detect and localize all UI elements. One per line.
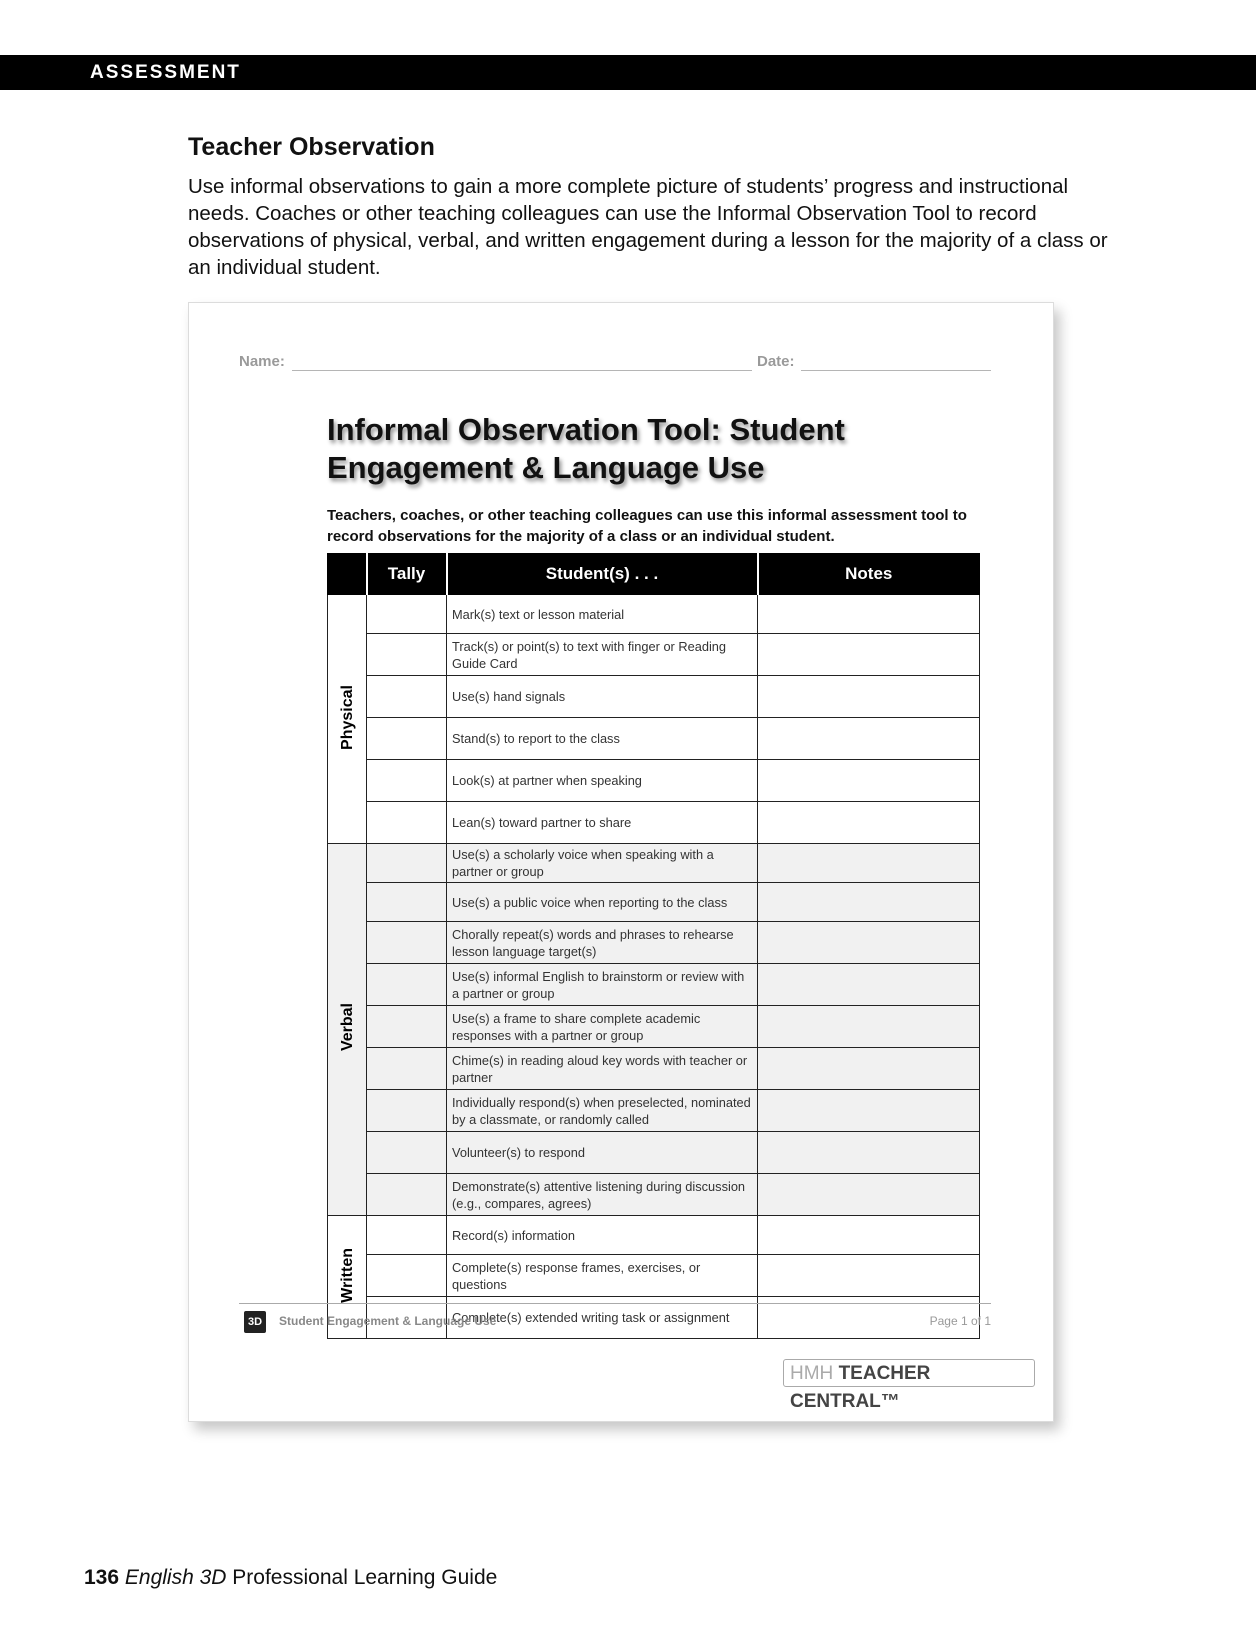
intro-paragraph: Use informal observations to gain a more complete picture of students’ progress and instructional needs. Coaches or other teaching colleagues can use the Informal Observation Tool to record observations of physical, verbal, and written engagement during a lesson for the majority of a class or an individual student.: [188, 175, 1108, 279]
section-title: Teacher Observation: [188, 133, 435, 161]
observation-form: [188, 302, 1054, 1422]
tally-cell[interactable]: [367, 922, 447, 964]
table-row: [328, 595, 980, 634]
notes-cell[interactable]: [758, 1174, 980, 1216]
table-row: [328, 1255, 980, 1297]
name-label: Name:: [239, 353, 285, 370]
notes-cell[interactable]: [758, 883, 980, 922]
behavior-cell: Use(s) a scholarly voice when speaking with a partner or group: [447, 844, 758, 883]
page-number: 136: [84, 1566, 120, 1589]
header-group: [328, 554, 367, 595]
notes-cell[interactable]: [758, 1006, 980, 1048]
section-banner: [0, 55, 1256, 90]
tally-cell[interactable]: [367, 760, 447, 802]
table-row: [328, 1006, 980, 1048]
tally-cell[interactable]: [367, 1090, 447, 1132]
name-line: [292, 370, 752, 371]
notes-cell[interactable]: [758, 634, 980, 676]
hmh-teacher-central-badge: [783, 1359, 1035, 1412]
behavior-cell: Use(s) a frame to share complete academic responses with a partner or group: [447, 1006, 758, 1048]
tally-cell[interactable]: [367, 964, 447, 1006]
behavior-cell: Complete(s) response frames, exercises, or questions: [447, 1255, 758, 1297]
table-row: [328, 1132, 980, 1174]
group-verbal: [328, 844, 367, 1216]
tally-cell[interactable]: [367, 718, 447, 760]
notes-cell[interactable]: [758, 718, 980, 760]
date-line: [801, 370, 991, 371]
tally-cell[interactable]: [367, 1216, 447, 1255]
behavior-cell: Complete(s) extended writing task or assignment: [447, 1297, 758, 1339]
page-footer: [84, 1566, 497, 1590]
date-label: Date:: [757, 353, 795, 370]
header-students: Student(s) . . .: [447, 554, 758, 595]
page-count: Page 1 of 1: [929, 1314, 991, 1328]
group-label: Written: [338, 1247, 356, 1303]
tally-cell[interactable]: [367, 1255, 447, 1297]
notes-cell[interactable]: [758, 1132, 980, 1174]
group-label: Physical: [338, 684, 356, 750]
table-row: [328, 922, 980, 964]
group-physical: [328, 595, 367, 844]
behavior-cell: Track(s) or point(s) to text with finger or Reading Guide Card: [447, 634, 758, 676]
tally-cell[interactable]: [367, 802, 447, 844]
notes-cell[interactable]: [758, 1216, 980, 1255]
english-3d-logo: 3D: [244, 1311, 266, 1333]
behavior-cell: Demonstrate(s) attentive listening during discussion (e.g., compares, agrees): [447, 1174, 758, 1216]
table-row: [328, 1048, 980, 1090]
behavior-cell: Stand(s) to report to the class: [447, 718, 758, 760]
behavior-cell: Use(s) hand signals: [447, 676, 758, 718]
brand-dark: TEACHER CENTRAL™: [790, 1363, 931, 1412]
table-row: [328, 760, 980, 802]
notes-cell[interactable]: [758, 1090, 980, 1132]
behavior-cell: Individually respond(s) when preselected, nominated by a classmate, or randomly called: [447, 1090, 758, 1132]
tally-cell[interactable]: [367, 634, 447, 676]
table-row: [328, 676, 980, 718]
table-header-row: [328, 554, 980, 595]
tally-cell[interactable]: [367, 844, 447, 883]
tally-cell[interactable]: [367, 1048, 447, 1090]
observation-table: [327, 553, 980, 1339]
behavior-cell: Use(s) informal English to brainstorm or review with a partner or group: [447, 964, 758, 1006]
table-row: [328, 1090, 980, 1132]
tally-cell[interactable]: [367, 1174, 447, 1216]
table-row: [328, 718, 980, 760]
table-row: [328, 883, 980, 922]
behavior-cell: Look(s) at partner when speaking: [447, 760, 758, 802]
book-title-rest: Professional Learning Guide: [232, 1566, 498, 1589]
table-row: [328, 802, 980, 844]
behavior-cell: Use(s) a public voice when reporting to the class: [447, 883, 758, 922]
notes-cell[interactable]: [758, 1048, 980, 1090]
notes-cell[interactable]: [758, 760, 980, 802]
group-label: Verbal: [338, 1003, 356, 1052]
behavior-cell: Chime(s) in reading aloud key words with teacher or partner: [447, 1048, 758, 1090]
behavior-cell: Volunteer(s) to respond: [447, 1132, 758, 1174]
behavior-cell: Record(s) information: [447, 1216, 758, 1255]
behavior-cell: Chorally repeat(s) words and phrases to rehearse lesson language target(s): [447, 922, 758, 964]
table-row: [328, 634, 980, 676]
header-notes: Notes: [758, 554, 980, 595]
notes-cell[interactable]: [758, 964, 980, 1006]
behavior-cell: Lean(s) toward partner to share: [447, 802, 758, 844]
behavior-cell: Mark(s) text or lesson material: [447, 595, 758, 634]
table-row: [328, 1216, 980, 1255]
notes-cell[interactable]: [758, 922, 980, 964]
notes-cell[interactable]: [758, 1255, 980, 1297]
tally-cell[interactable]: [367, 595, 447, 634]
form-description: Teachers, coaches, or other teaching colleagues can use this informal assessment tool to record observations for the majority of a class or an individual student.: [327, 507, 967, 545]
brand-light: HMH: [790, 1363, 834, 1384]
table-row: [328, 964, 980, 1006]
notes-cell[interactable]: [758, 844, 980, 883]
notes-cell[interactable]: [758, 802, 980, 844]
table-row: [328, 1174, 980, 1216]
table-row: [328, 844, 980, 883]
tally-cell[interactable]: [367, 883, 447, 922]
notes-cell[interactable]: [758, 676, 980, 718]
banner-label: ASSESSMENT: [90, 62, 241, 83]
notes-cell[interactable]: [758, 595, 980, 634]
tally-cell[interactable]: [367, 1006, 447, 1048]
tally-cell[interactable]: [367, 1132, 447, 1174]
book-title-italic: English 3D: [124, 1566, 227, 1589]
tally-cell[interactable]: [367, 676, 447, 718]
form-title: Informal Observation Tool: Student Engagement & Language Use: [327, 412, 845, 485]
header-tally: Tally: [367, 554, 447, 595]
form-footer-title: Student Engagement & Language Use: [279, 1314, 497, 1328]
